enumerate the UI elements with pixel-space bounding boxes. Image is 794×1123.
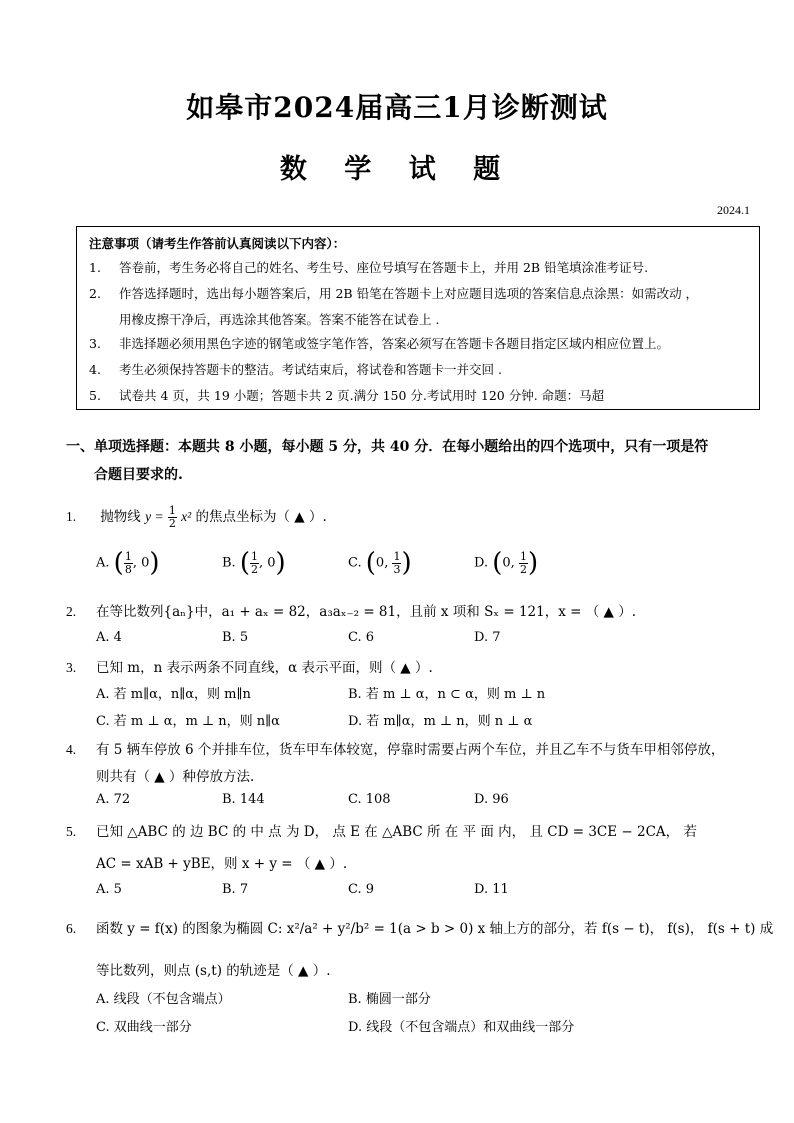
notice-item-number: 3. <box>89 336 101 351</box>
notice-heading: 注意事项（请考生作答前认真阅读以下内容）： <box>89 236 346 251</box>
notice-item-number: 4. <box>89 362 101 377</box>
question-2-option-b[interactable]: B. 5 <box>222 630 249 645</box>
question-number: 6. <box>66 921 77 936</box>
notice-item-number: 5. <box>89 388 101 403</box>
question-3-option-a[interactable]: A. 若 m∥α，n∥α，则 m∥n <box>96 687 251 702</box>
question-3-option-c[interactable]: C. 若 m ⊥ α，m ⊥ n，则 n∥α <box>96 714 280 729</box>
question-2 <box>66 600 636 620</box>
formula-lhs: y = <box>145 509 164 524</box>
exam-title: 如皋市2024届高三1月诊断测试 <box>186 91 608 124</box>
question-2-option-d[interactable]: D. 7 <box>474 630 501 645</box>
question-text: 已知 △ABC 的 边 BC 的 中 点 为 D， 点 E 在 △ABC 所 在 平 面 内， 且 CD = 3CE − 2CA， 若 <box>96 824 697 840</box>
notice-item <box>89 255 648 281</box>
notice-item-text: 考生必须保持答题卡的整洁。考试结束后，将试卷和答题卡一并交回 . <box>119 362 502 377</box>
notice-item-number: 1. <box>89 260 101 275</box>
formula-fraction: $\frac{1}{2}$ <box>168 504 176 530</box>
question-6 <box>66 917 773 937</box>
question-4-continuation: 则共有（ ▲ ）种停放方法. <box>96 769 255 785</box>
question-1-option-c[interactable]: C. (0, $\frac{1}{3}$ ) <box>348 548 412 578</box>
question-number: 5. <box>66 824 77 839</box>
question-3-option-d[interactable]: D. 若 m∥α，m ⊥ n，则 n ⊥ α <box>348 714 533 729</box>
notice-item-number: 2. <box>89 286 101 301</box>
question-6-continuation: 等比数列，则点 (s,t) 的轨迹是（ ▲ ）. <box>96 963 331 979</box>
exam-date: 2024.1 <box>717 203 750 217</box>
notice-item <box>89 383 604 409</box>
question-6-option-c[interactable]: C. 双曲线一部分 <box>96 1020 192 1035</box>
question-text: 抛物线 <box>100 509 141 525</box>
question-number: 1. <box>66 509 77 524</box>
notice-item-continuation: 用橡皮擦干净后，再选涂其他答案。答案不能答在试卷上 . <box>119 312 440 327</box>
question-text: 在等比数列{aₙ}中，a₁ + aₓ = 82，a₃aₓ₋₂ = 81，且前 x 项和 Sₓ = 121，x = （ ▲ ）. <box>96 604 636 620</box>
question-6-option-b[interactable]: B. 椭圆一部分 <box>348 992 431 1007</box>
exam-subtitle: 数 学 试 题 <box>279 154 515 185</box>
notice-item <box>89 331 669 357</box>
question-5-option-c[interactable]: C. 9 <box>348 882 375 897</box>
question-text: 函数 y = f(x) 的图象为椭圆 C: x²/a² + y²/b² = 1(a > b > 0) x 轴上方的部分，若 f(s − t)， f(s)， f(s + t) 成 <box>96 921 774 937</box>
question-2-option-a[interactable]: A. 4 <box>96 630 122 645</box>
question-4 <box>66 738 724 758</box>
question-1-option-a[interactable]: A. ( $\frac{1}{8}$ , 0) <box>96 548 160 578</box>
notice-item-text: 答卷前，考生务必将自己的姓名、考生号、座位号填写在答题卡上，并用 2B 铅笔填涂准考证号. <box>119 260 649 275</box>
question-text: 已知 m，n 表示两条不同直线，α 表示平面，则（ ▲ ）. <box>96 660 433 676</box>
section-heading-line: 合题目要求的. <box>94 467 183 483</box>
notice-item-text: 非选择题必须用黑色字迹的钢笔或签字笔作答，答案必须写在答题卡各题目指定区域内相应位置上。 <box>119 336 670 351</box>
question-5 <box>66 820 697 840</box>
question-6-option-a[interactable]: A. 线段（不包含端点） <box>96 992 231 1007</box>
question-3-option-b[interactable]: B. 若 m ⊥ α，n ⊂ α，则 m ⊥ n <box>348 687 546 702</box>
question-5-option-a[interactable]: A. 5 <box>96 882 122 897</box>
question-1-option-d[interactable]: D. (0, $\frac{1}{2}$ ) <box>474 548 539 578</box>
question-number: 3. <box>66 660 77 675</box>
question-3 <box>66 656 433 676</box>
question-4-option-b[interactable]: B. 144 <box>222 792 265 807</box>
notice-item <box>89 281 698 333</box>
question-number: 4. <box>66 742 77 757</box>
question-text: 有 5 辆车停放 6 个并排车位，货车甲车体较宽，停靠时需要占两个车位，并且乙车不与货车甲相邻停放， <box>96 742 725 758</box>
question-text: 的焦点坐标为（ ▲ ）. <box>195 509 327 525</box>
question-1 <box>66 505 327 530</box>
section-heading <box>66 433 736 489</box>
question-6-option-d[interactable]: D. 线段（不包含端点）和双曲线一部分 <box>348 1020 575 1035</box>
question-4-option-d[interactable]: D. 96 <box>474 792 509 807</box>
formula-rhs: x² <box>181 509 192 524</box>
question-4-option-c[interactable]: C. 108 <box>348 792 391 807</box>
notice-item-text: 试卷共 4 页，共 19 小题；答题卡共 2 页.满分 150 分.考试用时 120 分钟. 命题：马超 <box>119 388 605 403</box>
question-4-option-a[interactable]: A. 72 <box>96 792 131 807</box>
question-number: 2. <box>66 604 77 619</box>
question-5-continuation: AC = xAB + yBE，则 x + y = （ ▲ ）. <box>96 856 348 872</box>
question-5-option-d[interactable]: D. 11 <box>474 882 509 897</box>
notice-box <box>76 226 760 410</box>
notice-item <box>89 357 502 383</box>
question-1-option-b[interactable]: B. ( $\frac{1}{2}$ , 0) <box>222 548 286 578</box>
question-2-option-c[interactable]: C. 6 <box>348 630 375 645</box>
notice-item-text: 作答选择题时，选出每小题答案后，用 2B 铅笔在答题卡上对应题目选项的答案信息点涂黑：如需改动 ， <box>119 286 699 301</box>
section-heading-line: 一、单项选择题：本题共 8 小题，每小题 5 分，共 40 分．在每小题给出的四个选项中，只有一项是符 <box>66 439 709 455</box>
question-5-option-b[interactable]: B. 7 <box>222 882 249 897</box>
